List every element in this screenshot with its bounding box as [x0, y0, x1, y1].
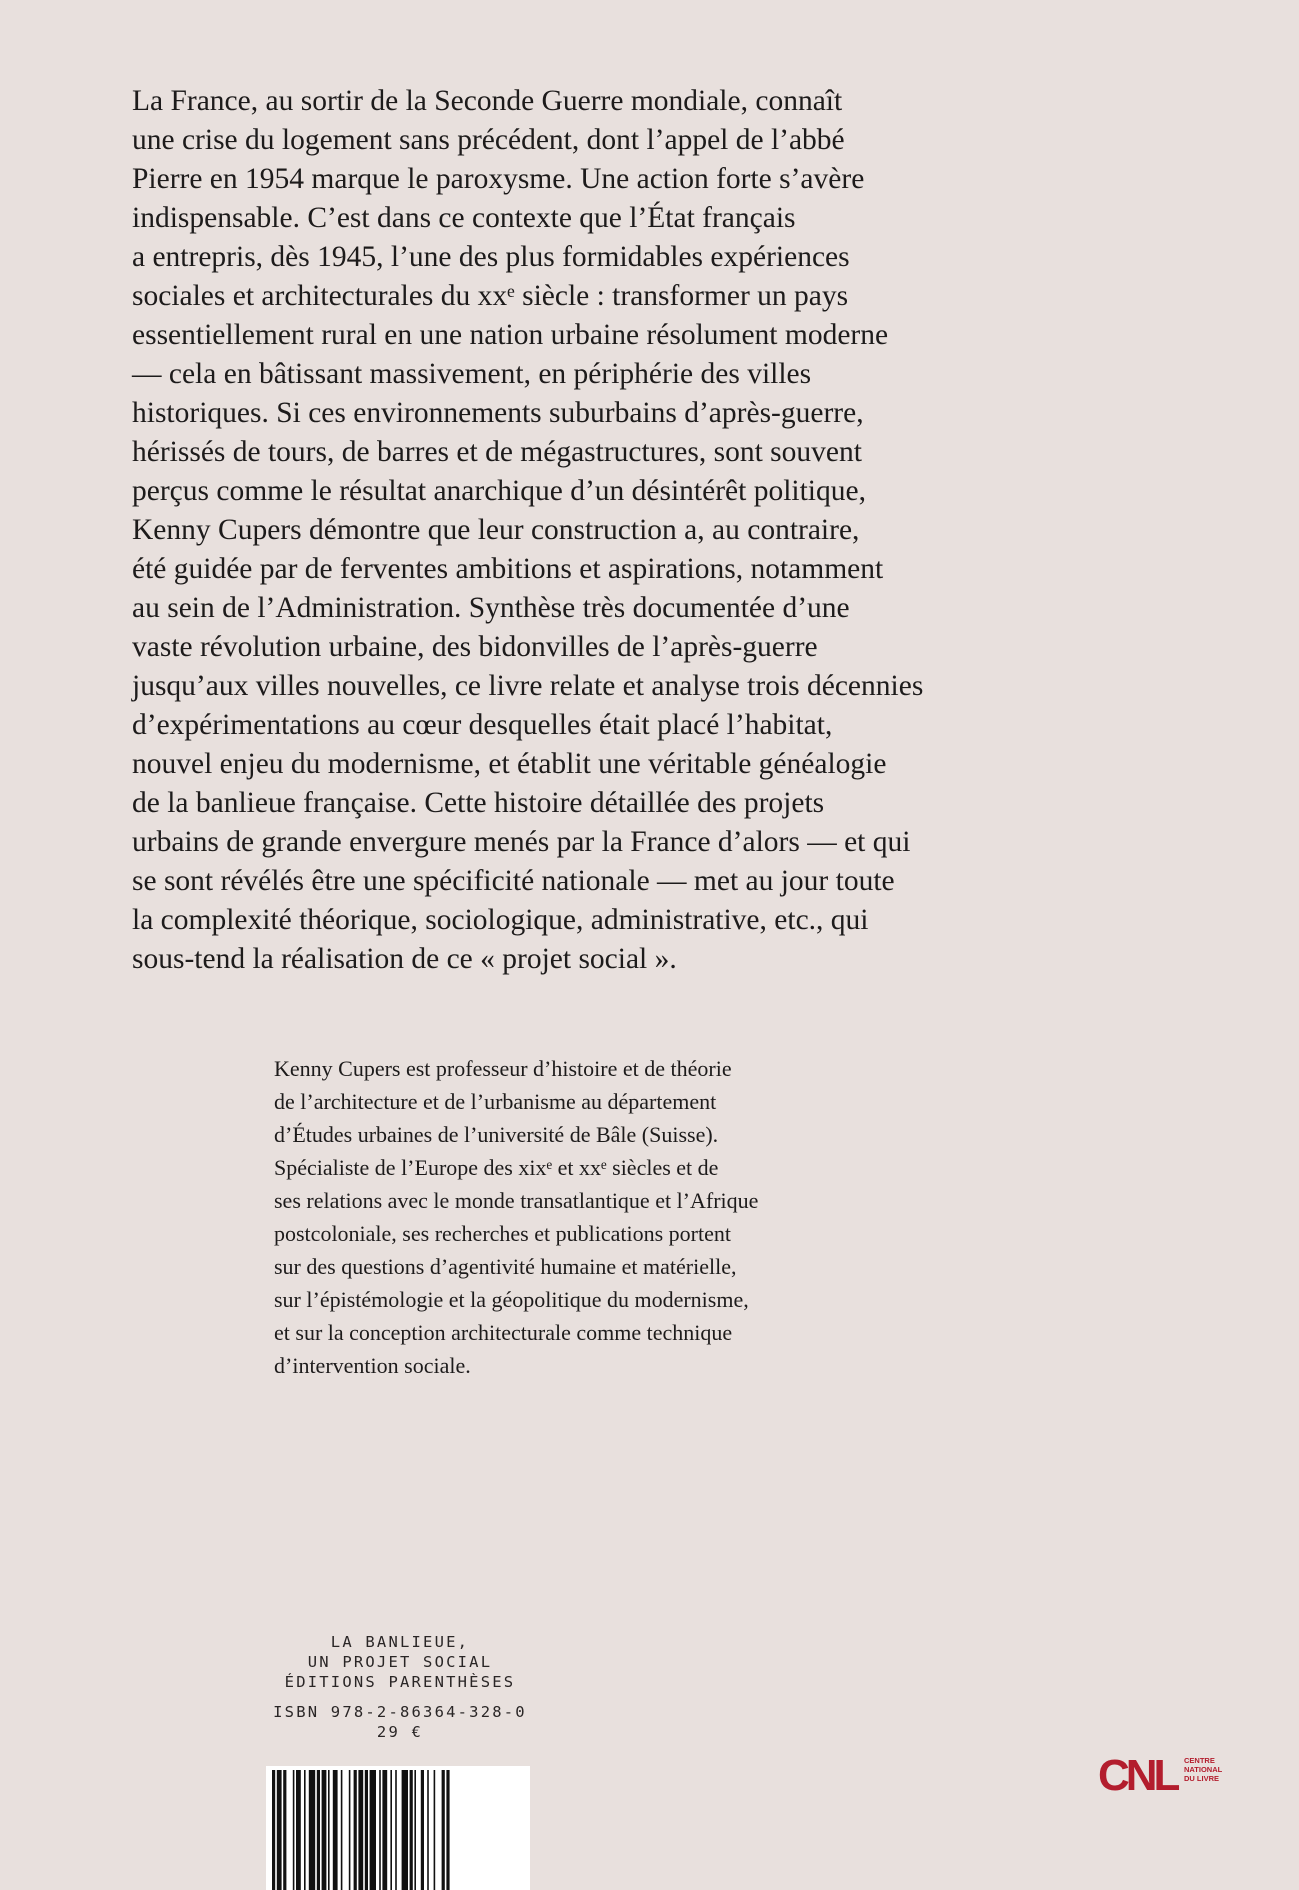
summary-line: La France, au sortir de la Seconde Guerre mondiale, connaît [132, 85, 843, 117]
cnl-logo-line: NATIONAL [1184, 1765, 1223, 1774]
bio-line: de l’architecture et de l’urbanisme au département [274, 1089, 717, 1114]
barcode-icon [266, 1766, 530, 1890]
summary-line: sous-tend la réalisation de ce « projet social ». [132, 943, 677, 975]
summary-line: vaste révolution urbaine, des bidonvilles de l’après-guerre [132, 631, 818, 663]
summary-line: essentiellement rural en une nation urbaine résolument moderne [132, 319, 889, 351]
author-bio [274, 1052, 914, 1382]
bio-line: d’Études urbaines de l’université de Bâle (Suisse). [274, 1122, 719, 1147]
summary-line: jusqu’aux villes nouvelles, ce livre relate et analyse trois décennies [132, 670, 924, 702]
isbn: ISBN 978-2-86364-328-0 [273, 1703, 527, 1721]
summary-line: se sont révélés être une spécificité nationale — met au jour toute [132, 865, 895, 897]
summary-line: historiques. Si ces environnements suburbains d’après-guerre, [132, 397, 864, 429]
barcode [266, 1766, 530, 1890]
summary-line: une crise du logement sans précédent, dont l’appel de l’abbé [132, 124, 845, 156]
bio-line: et sur la conception architecturale comme technique [274, 1320, 733, 1345]
bio-line: ses relations avec le monde transatlantique et l’Afrique [274, 1188, 759, 1213]
cnl-logo [1098, 1750, 1223, 1808]
bio-line: postcoloniale, ses recherches et publications portent [274, 1221, 731, 1246]
summary-line: au sein de l’Administration. Synthèse très documentée d’une [132, 592, 850, 624]
summary-line: perçus comme le résultat anarchique d’un désintérêt politique, [132, 475, 866, 507]
book-summary [132, 82, 1012, 979]
summary-line: urbains de grande envergure menés par la France d’alors — et qui [132, 826, 911, 858]
cnl-logo-mark: CNL [1098, 1751, 1177, 1800]
summary-line: de la banlieue française. Cette histoire détaillée des projets [132, 787, 825, 819]
summary-line: Pierre en 1954 marque le paroxysme. Une action forte s’avère [132, 163, 865, 195]
price: 29 € [376, 1723, 424, 1741]
bio-line: d’intervention sociale. [274, 1353, 471, 1378]
summary-line: — cela en bâtissant massivement, en périphérie des villes [132, 358, 812, 390]
colophon [250, 1632, 550, 1742]
summary-line: d’expérimentations au cœur desquelles était placé l’habitat, [132, 709, 833, 741]
cnl-logo-subtitle [1184, 1756, 1222, 1783]
book-title-line: LA BANLIEUE, [330, 1633, 470, 1651]
bio-line: Spécialiste de l’Europe des xixᵉ et xxᵉ siècles et de [274, 1155, 719, 1180]
summary-line: hérissés de tours, de barres et de mégastructures, sont souvent [132, 436, 862, 468]
summary-line: été guidée par de ferventes ambitions et aspirations, notamment [132, 553, 884, 585]
summary-line: a entrepris, dès 1945, l’une des plus formidables expériences [132, 241, 850, 273]
bio-line: Kenny Cupers est professeur d’histoire et de théorie [274, 1056, 732, 1081]
cnl-logo-line: CENTRE [1184, 1756, 1215, 1765]
summary-line: nouvel enjeu du modernisme, et établit une véritable généalogie [132, 748, 887, 780]
bio-line: sur l’épistémologie et la géopolitique du modernisme, [274, 1287, 749, 1312]
publisher-name: ÉDITIONS PARENTHÈSES [284, 1673, 516, 1691]
cnl-logo-line: DU LIVRE [1184, 1774, 1220, 1783]
book-title-line: UN PROJET SOCIAL [307, 1653, 493, 1671]
summary-line: Kenny Cupers démontre que leur construction a, au contraire, [132, 514, 860, 546]
bio-line: sur des questions d’agentivité humaine et matérielle, [274, 1254, 737, 1279]
summary-line: la complexité théorique, sociologique, administrative, etc., qui [132, 904, 869, 936]
summary-line: indispensable. C’est dans ce contexte que l’État français [132, 202, 796, 234]
summary-line: sociales et architecturales du xxᵉ siècle : transformer un pays [132, 280, 849, 312]
